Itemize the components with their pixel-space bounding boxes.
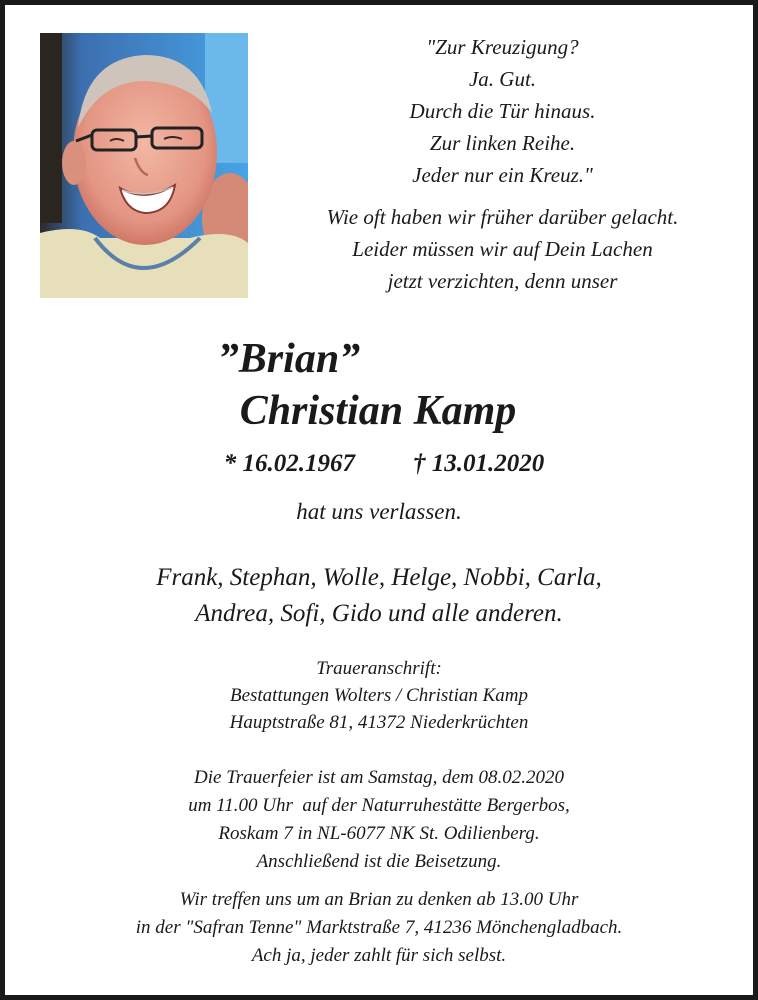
- gathering-line: Ach ja, jeder zahlt für sich selbst.: [251, 945, 507, 966]
- quote-line: Jeder nur ein Kreuz.": [412, 163, 593, 187]
- birth-date: * 16.02.1967: [223, 450, 355, 477]
- gathering-info: [5, 886, 753, 970]
- quote-line: Ja. Gut.: [468, 67, 537, 91]
- portrait-photo: [40, 33, 248, 298]
- mourning-address: [5, 655, 753, 736]
- quote-line: "Zur Kreuzigung?: [426, 35, 579, 59]
- intro-line: jetzt verzichten, denn unser: [387, 269, 618, 293]
- departure-note: hat uns verlassen.: [296, 499, 462, 524]
- ceremony-info: [5, 764, 753, 876]
- quote-line: Zur linken Reihe.: [429, 131, 576, 155]
- ceremony-line: Roskam 7 in NL-6077 NK St. Odilienberg.: [218, 823, 540, 844]
- intro-line: Wie oft haben wir früher darüber gelacht.: [326, 205, 679, 229]
- address-line: Bestattungen Wolters / Christian Kamp: [229, 685, 529, 706]
- nickname: ”Brian”: [217, 336, 361, 382]
- death-date: † 13.01.2020: [413, 450, 545, 477]
- portrait-image: [40, 33, 248, 298]
- full-name: Christian Kamp: [239, 388, 517, 434]
- ceremony-line: Anschließend ist die Beisetzung.: [256, 851, 502, 872]
- mourners-line: Andrea, Sofi, Gido und alle anderen.: [195, 600, 563, 627]
- ceremony-line: um 11.00 Uhr auf der Naturruhestätte Bergerbos,: [188, 795, 570, 816]
- life-dates: [5, 450, 758, 478]
- quote-line: Durch die Tür hinaus.: [409, 99, 596, 123]
- intro-line: Leider müssen wir auf Dein Lachen: [352, 237, 653, 261]
- mourners-line: Frank, Stephan, Wolle, Helge, Nobbi, Carla,: [156, 564, 602, 591]
- address-line: Traueranschrift:: [316, 658, 442, 679]
- address-line: Hauptstraße 81, 41372 Niederkrüchten: [229, 712, 529, 733]
- gathering-line: Wir treffen uns um an Brian zu denken ab 13.00 Uhr: [179, 889, 579, 910]
- mourners-list: [5, 560, 753, 632]
- gathering-line: in der "Safran Tenne" Marktstraße 7, 41236 Mönchengladbach.: [135, 917, 623, 938]
- ceremony-line: Die Trauerfeier ist am Samstag, dem 08.02.2020: [194, 767, 564, 788]
- quote-block: [260, 31, 745, 297]
